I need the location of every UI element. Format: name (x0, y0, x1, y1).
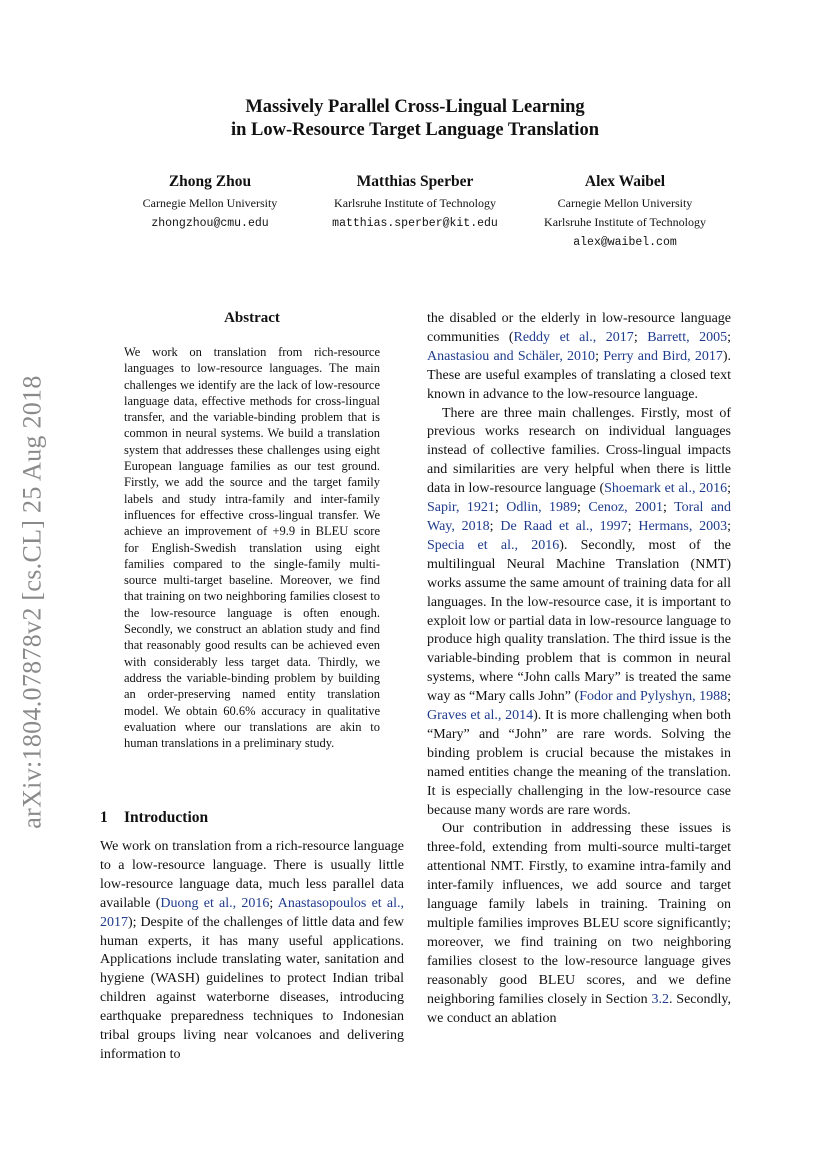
author-affiliation: Karlsruhe Institute of Technology (334, 196, 496, 210)
right-paragraph-3 (427, 820, 731, 1028)
author-name: Zhong Zhou (168, 173, 252, 190)
text-run: ; (489, 518, 501, 534)
title-line-1: Massively Parallel Cross-Lingual Learning (245, 97, 585, 117)
author-affiliation: Carnegie Mellon University (142, 196, 278, 210)
author-email: zhongzhou@cmu.edu (151, 217, 269, 230)
citation-link[interactable]: Cenoz, 2001 (588, 500, 664, 516)
text-run: ; (727, 689, 731, 705)
text-run: ; (727, 329, 731, 345)
section-reference-link[interactable]: 3.2 (651, 991, 669, 1007)
paper-title (100, 96, 730, 142)
text-run: ; (727, 481, 731, 497)
text-run: ; (633, 329, 648, 345)
abstract-heading: Abstract (224, 310, 280, 326)
right-column (427, 310, 731, 1028)
section-title: Introduction (124, 809, 209, 826)
title-line-2: in Low-Resource Target Language Translation (231, 120, 599, 140)
citation-link[interactable]: Anastasopoulos et al., 2017 (100, 895, 405, 930)
text-run: ; (663, 500, 675, 516)
author-3 (520, 172, 730, 253)
arxiv-watermark (10, 352, 56, 852)
text-run: ; (627, 518, 639, 534)
citation-link[interactable]: De Raad et al., 1997 (500, 518, 628, 534)
text-run: There are three main challenges. Firstly, most of previous works research on individual languages instead of collective families. Cross-lingual impacts and similarities are very helpful when there is little data in low-resource language ( (427, 405, 731, 497)
author-email: alex@waibel.com (573, 236, 677, 249)
citation-link[interactable]: Specia et al., 2016 (427, 537, 560, 553)
citation-link[interactable]: Toral and Way, 2018 (427, 500, 732, 534)
text-run: ). These are useful examples of translating a closed text known in advance to the low-resource language. (427, 348, 731, 402)
text-run: the disabled or the elderly in low-resource language communities ( (427, 311, 731, 345)
author-name: Alex Waibel (584, 173, 666, 190)
abstract-text: We work on translation from rich-resource languages to low-resource languages. The main challenges we identify are the lack of low-resource language data, effective methods for cross-lingual transfer, and the variable-binding problem that is common in neural systems. We build a translation system that addresses these challenges using eight European language families as our test ground. Firstly, we add the source and the target family labels and study intra-family and inter-family influences for effective cross-lingual transfer. We achieve an improvement of +9.9 in BLEU score for English-Swedish translation using eight families compared to the single-family multi-source multi-target baseline. Moreover, we find that training on two neighboring families closest to the low-resource language is often enough. Secondly, we construct an ablation study and find that reasonably good results can be achieved even with considerably less target data. Thirdly, we address the variable-binding problem by building an order-preserving named entity translation model. We obtain 60.6% accuracy in qualitative evaluation where our translations are akin to human translations in a preliminary study. (124, 345, 380, 751)
text-run: ); Despite of the challenges of little data and few human experts, it has many useful applications. Applications include translating water, sanitation and hygiene (WASH) guidelines to protect Indian tribal children against waterborne diseases, introducing earthquake preparedness techniques to Indonesian tribal groups living near volcanoes and delivering information to (100, 914, 404, 1062)
citation-link[interactable]: Reddy et al., 2017 (513, 329, 634, 345)
intro-paragraph (100, 838, 404, 1065)
right-paragraph-2 (427, 405, 731, 821)
section-number: 1 (100, 809, 108, 826)
author-name: Matthias Sperber (356, 173, 474, 190)
left-column-intro (100, 838, 404, 1065)
text-run: ). Secondly, most of the multilingual Neural Machine Translation (NMT) works assume the same amount of training data for all languages. In the low-resource case, it is important to exploit low or partial data in low-resource language to produce high quality translation. The third issue is the variable-binding problem that is common in neural systems, where “John calls Mary” is treated the same way as “Mary calls John” ( (427, 537, 732, 705)
citation-link[interactable]: Fodor and Pylyshyn, 1988 (579, 689, 728, 705)
text-run: ; (269, 895, 278, 911)
citation-link[interactable]: Hermans, 2003 (638, 518, 728, 534)
text-run: Our contribution in addressing these issues is three-fold, extending from multi-source multi-target attentional NMT. Firstly, to examine intra-family and inter-family influences, we add source and target language family labels in training. Training on multiple families improves BLEU score significantly; moreover, we find training on two neighboring families closest to the low-resource language gives reasonably good BLEU scores, and we define neighboring families closely in Section (427, 821, 731, 1007)
citation-link[interactable]: Shoemark et al., 2016 (604, 481, 728, 497)
text-run: ; (494, 500, 507, 516)
citation-link[interactable]: Anastasiou and Schäler, 2010 (427, 348, 596, 364)
text-run: ; (727, 518, 732, 534)
author-affiliation: Carnegie Mellon University (557, 196, 693, 210)
text-run: ). It is more challenging when both “Mary” and “John” are rare words. Solving the binding problem is crucial because the mistakes in named entities change the meaning of the translation. It is especially challenging in the low-resource case because many words are rare words. (427, 708, 731, 818)
text-run: ; (595, 348, 604, 364)
text-run: We work on translation from a rich-resource language to a low-resource language. There is usually little low-resource language data, much less parallel data available ( (100, 839, 404, 911)
author-affiliation-2: Karlsruhe Institute of Technology (544, 215, 706, 229)
citation-link[interactable]: Sapir, 1921 (427, 500, 495, 516)
text-run: . Secondly, we conduct an ablation (427, 991, 731, 1026)
text-run: ; (577, 500, 589, 516)
arxiv-id: arXiv:1804.07878v2 [cs.CL] 25 Aug 2018 (18, 375, 47, 829)
section-heading (100, 809, 208, 827)
author-email: matthias.sperber@kit.edu (332, 217, 498, 230)
citation-link[interactable]: Perry and Bird, 2017 (603, 348, 723, 364)
citation-link[interactable]: Barrett, 2005 (647, 329, 728, 345)
author-1 (100, 172, 320, 234)
author-2 (305, 172, 525, 234)
citation-link[interactable]: Duong et al., 2016 (160, 895, 270, 911)
citation-link[interactable]: Odlin, 1989 (506, 500, 578, 516)
right-paragraph-1 (427, 310, 731, 405)
citation-link[interactable]: Graves et al., 2014 (427, 708, 534, 724)
